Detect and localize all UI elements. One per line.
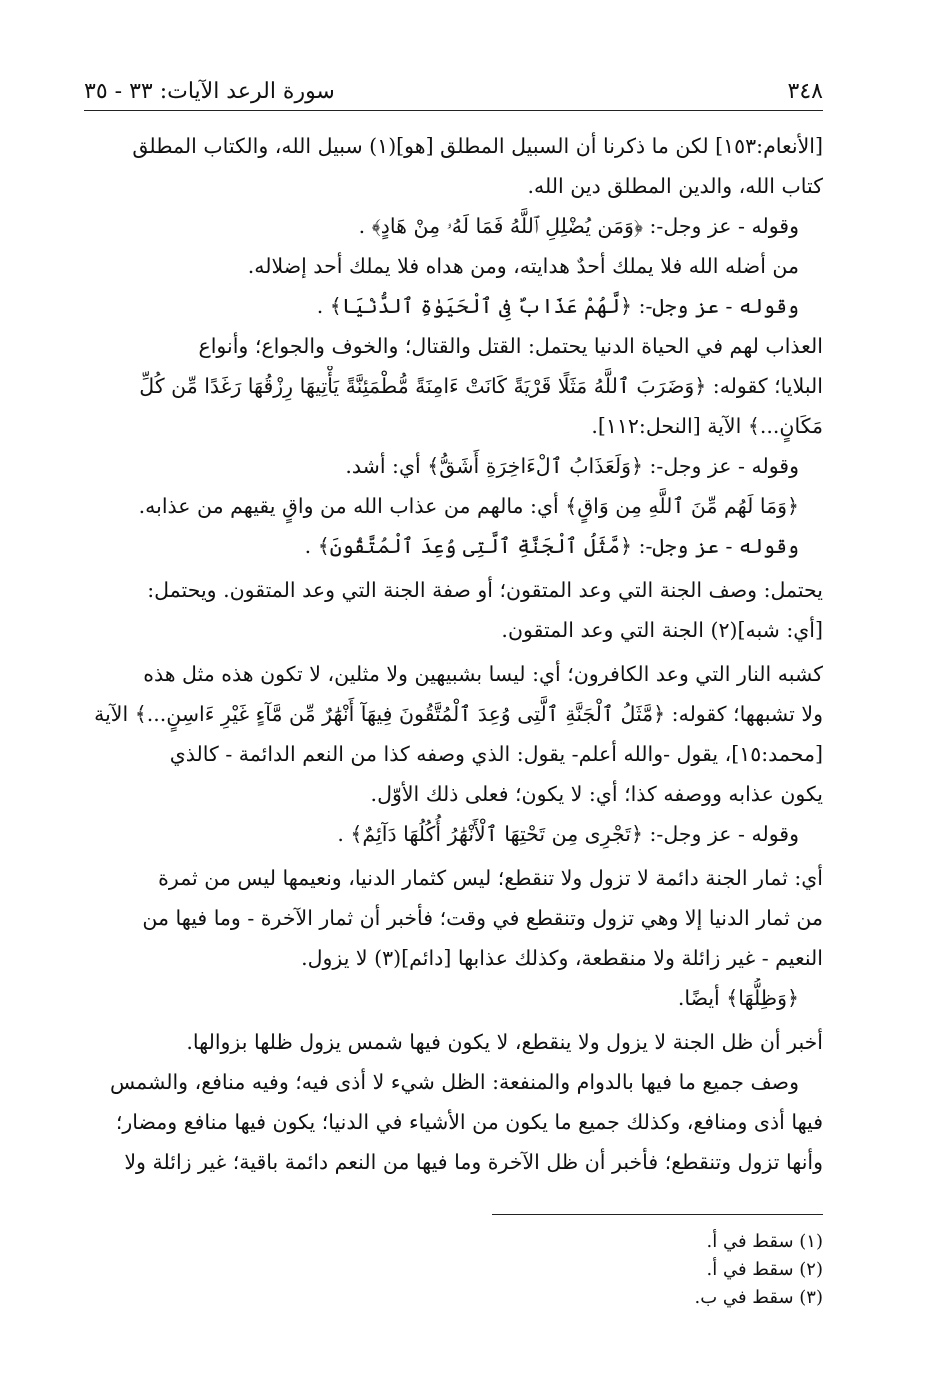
text-line: وقوله - عز وجل-: ﴿وَمَن يُضْلِلِ ٱللَّهُ فَمَا لَهُۥ مِنْ هَادٍ﴾ .: [358, 214, 799, 238]
text-line: [الأنعام:١٥٣] لكن ما ذكرنا أن السبيل المطلق [هو](١) سبيل الله، والكتاب المطلق: [132, 134, 823, 158]
page-number: ٣٤٨: [787, 79, 823, 104]
text-line: العذاب لهم في الحياة الدنيا يحتمل: القتل والقتال؛ والخوف والجواع؛ وأنواع: [198, 334, 823, 358]
text-line: كتاب الله، والدين المطلق دين الله.: [527, 174, 823, 198]
text-line: من ثمار الدنيا إلا وهي تزول وتنقطع في وقت؛ فأخبر أن ثمار الآخرة - وما فيها من: [142, 906, 823, 930]
text-line: ﴿وَمَا لَهُم مِّنَ ٱللَّهِ مِن وَاقٍ﴾ أي: مالهم من عذاب الله من واقٍ يقيهم من عذابه.: [138, 494, 799, 518]
text-line: يحتمل: وصف الجنة التي وعد المتقون؛ أو صفة الجنة التي وعد المتقون. ويحتمل:: [147, 578, 823, 602]
text-line: النعيم - غير زائلة ولا منقطعة، وكذلك عذابها [دائم](٣) لا يزول.: [301, 946, 823, 970]
text-line: كشبه النار التي وعد الكافرون؛ أي: ليسا بشبيهين ولا مثلين، لا تكون هذه مثل هذه: [143, 662, 823, 686]
footnote: (٢) سقط في أ.: [706, 1259, 823, 1280]
text-line: ﴿وَظِلُّهَا﴾ أيضًا.: [677, 986, 799, 1010]
footnote: (١) سقط في أ.: [706, 1231, 823, 1252]
text-line: من أضله الله فلا يملك أحدٌ هدايته، ومن هداه فلا يملك أحد إضلاله.: [247, 254, 799, 278]
text-line: ولا تشبهها؛ كقوله: ﴿مَّثَلُ ٱلْجَنَّةِ ٱلَّتِى وُعِدَ ٱلْمُتَّقُونَ فِيهَآ أَنْهَٰرٌ مِّن مَّآءٍ غَيْرِ ءَاسِنٍ...﴾ الآية: [94, 702, 823, 726]
page-header: [84, 66, 823, 104]
text-line: مَكَانٍ...﴾ الآية [النحل:١١٢].: [591, 414, 823, 438]
text-line: وقوله - عز وجل-: ﴿مَّثَلُ ٱلْجَنَّةِ ٱلَّتِى وُعِدَ ٱلْمُتَّقُونَ﴾ .: [304, 534, 799, 558]
footnote: (٣) سقط في ب.: [694, 1287, 823, 1308]
running-title: سورة الرعد الآيات: ٣٣ - ٣٥: [84, 79, 335, 104]
footnotes: [84, 1228, 823, 1312]
text-line: أخبر أن ظل الجنة لا يزول ولا ينقطع، لا يكون فيها شمس يزول ظلها بزوالها.: [186, 1030, 823, 1054]
text-line: [محمد:١٥]، يقول -والله أعلم- يقول: الذي وصفه كذا من النعم الدائمة - كالذي: [169, 742, 823, 766]
footnote-rule: [492, 1214, 823, 1215]
header-rule: [84, 110, 823, 111]
text-line: وصف جميع ما فيها بالدوام والمنفعة: الظل شيء لا أذى فيه؛ وفيه منافع، والشمس: [109, 1070, 799, 1094]
body-text: [84, 126, 823, 1182]
text-line: وقوله - عز وجل-: ﴿تَجْرِى مِن تَحْتِهَا ٱلْأَنْهَٰرُ أُكُلُهَا دَآئِمٌ﴾ .: [337, 822, 799, 846]
text-line: البلايا؛ كقوله: ﴿وَضَرَبَ ٱللَّهُ مَثَلًا قَرْيَةً كَانَتْ ءَامِنَةً مُّطْمَئِنَّةً يَأْتِيهَا رِزْقُهَا رَغَدًا مِّن كُلِّ: [139, 374, 823, 398]
text-line: يكون عذابه ووصفه كذا؛ أي: لا يكون؛ فعلى ذلك الأوّل.: [370, 782, 823, 806]
text-line: أي: ثمار الجنة دائمة لا تزول ولا تنقطع؛ ليس كثمار الدنيا، ونعيمها ليس من ثمرة: [158, 866, 823, 890]
text-line: وقوله - عز وجل-: ﴿وَلَعَذَابُ ٱلْءَاخِرَةِ أَشَقُّ﴾ أي: أشد.: [345, 454, 799, 478]
text-line: فيها أذى ومنافع، وكذلك جميع ما يكون من الأشياء في الدنيا؛ يكون فيها منافع ومضار؛: [115, 1110, 823, 1134]
text-line: [أي: شبه](٢) الجنة التي وعد المتقون.: [501, 618, 823, 642]
text-line: وأنها تزول وتنقطع؛ فأخبر أن ظل الآخرة وما فيها من النعم دائمة باقية؛ غير زائلة ولا: [124, 1150, 823, 1174]
text-line: وقوله - عز وجل-: ﴿لَّهُمْ عَذَابٌ فِى ٱلْحَيَوٰةِ ٱلدُّنْيَا﴾ .: [316, 294, 799, 318]
